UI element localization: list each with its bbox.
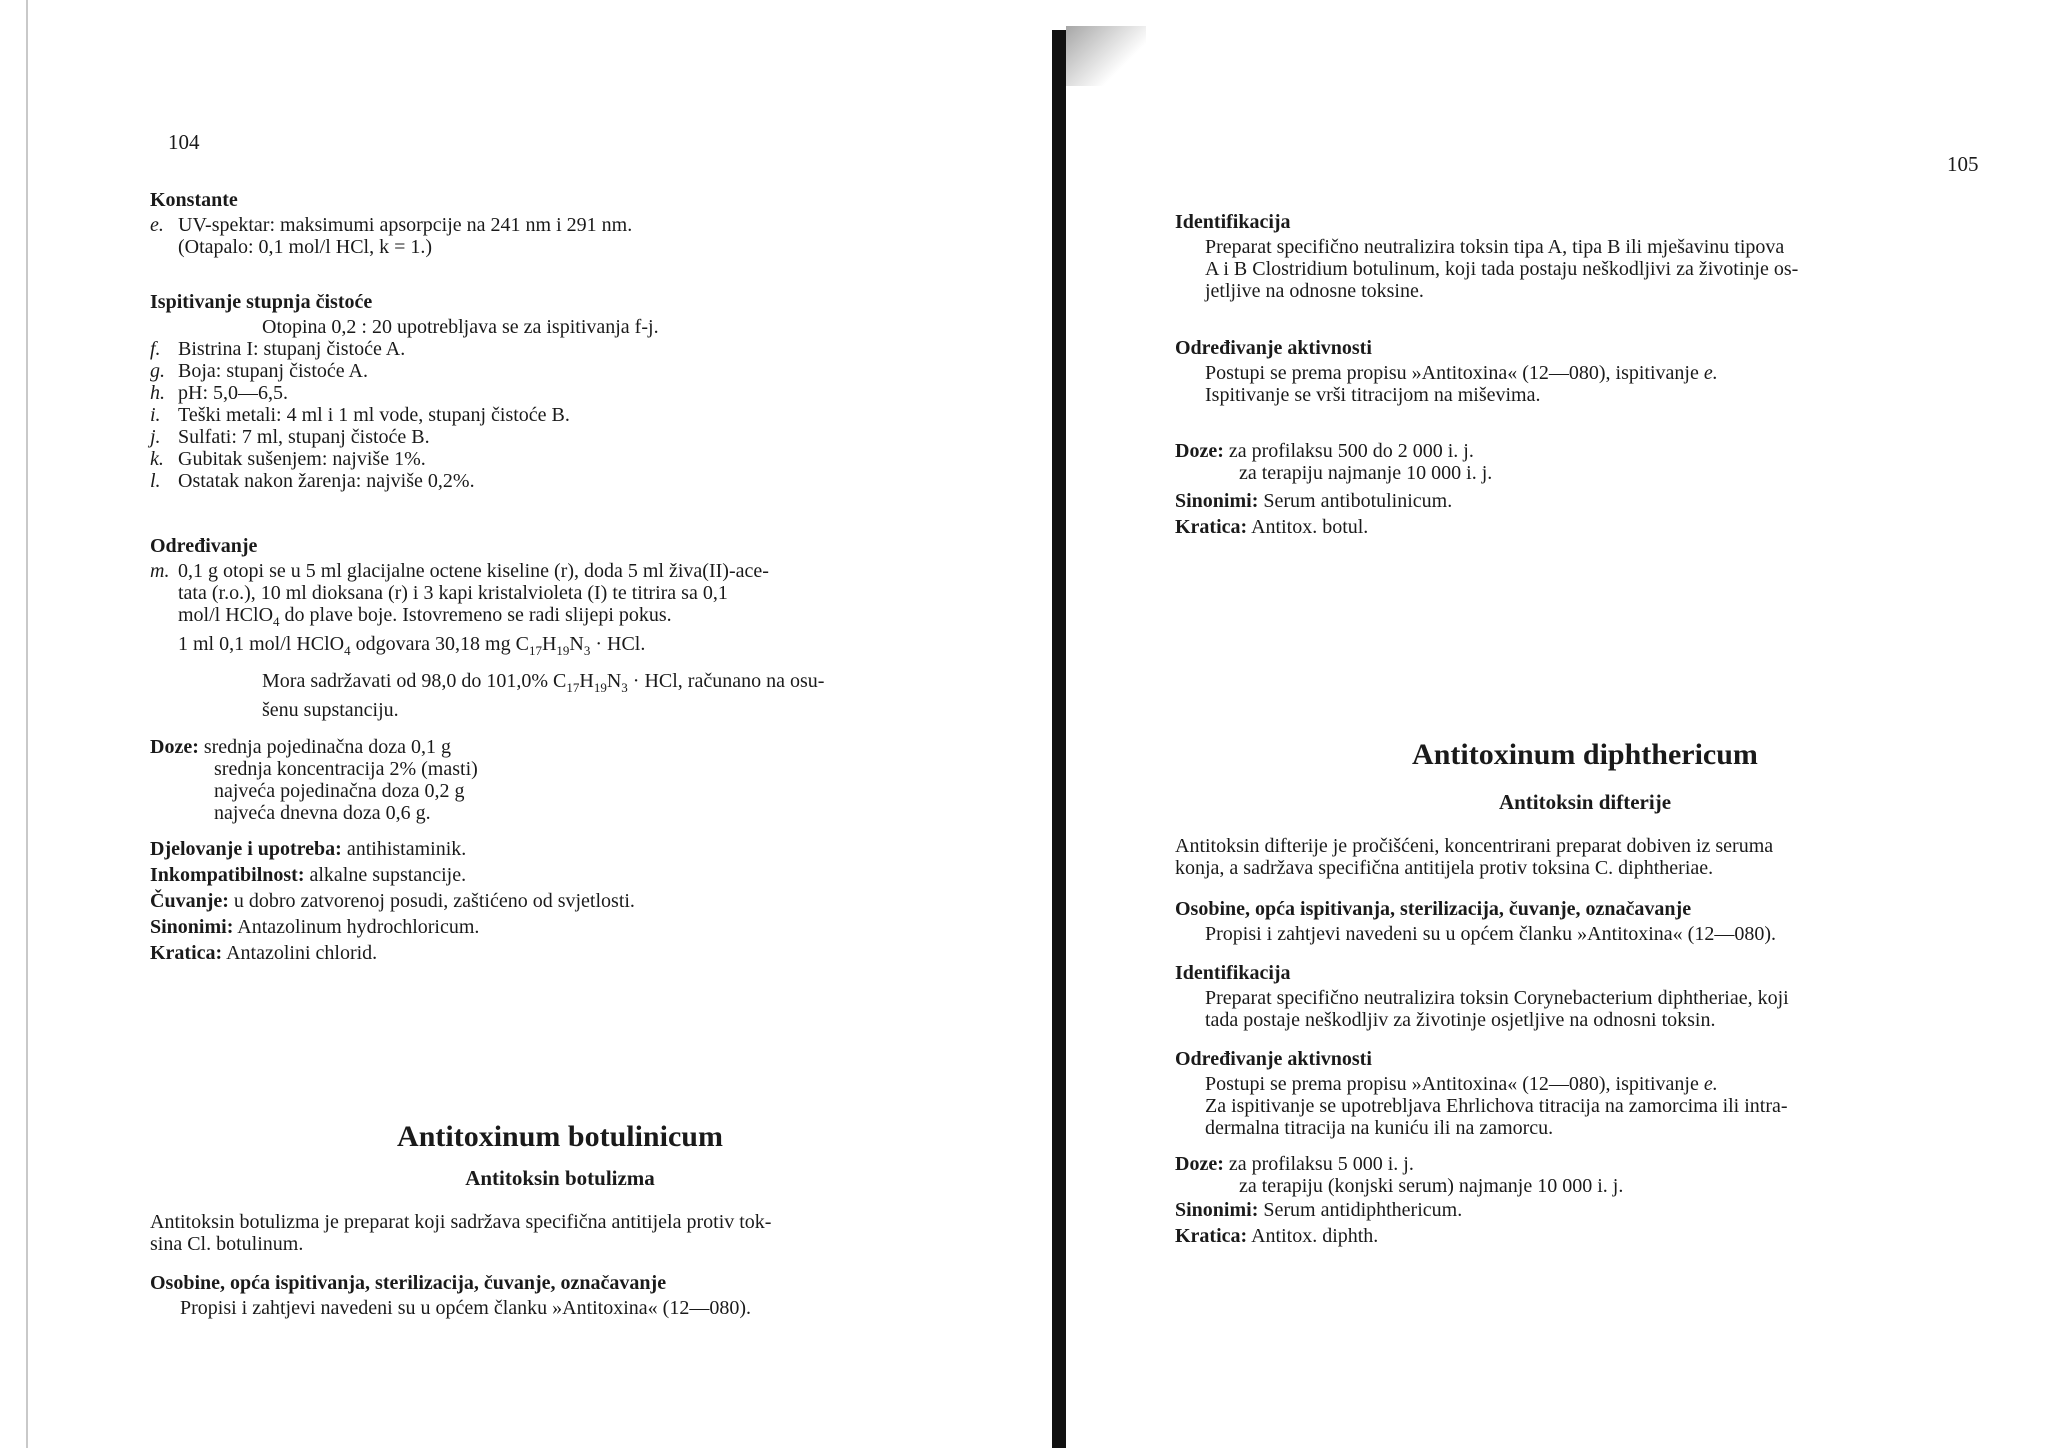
diphthericum-aktivnost-heading: Određivanje aktivnosti — [1175, 1048, 1372, 1070]
konstante-item-cont: (Otapalo: 0,1 mol/l HCl, k = 1.) — [178, 236, 433, 258]
odredivanje-section — [150, 532, 970, 721]
page-number-right: 105 — [1947, 152, 1979, 176]
book-gutter-shadow — [1052, 30, 1066, 1448]
ispitivanje-list — [150, 338, 970, 492]
konstante-heading: Konstante — [150, 189, 238, 211]
ispitivanje-item: k. Gubitak sušenjem: najviše 1%. — [150, 448, 426, 470]
diphthericum-subtitle: Antitoksin difterije — [1498, 790, 1672, 814]
ispitivanje-item: h. pH: 5,0—6,5. — [150, 382, 288, 404]
ispitivanje-item: g. Boja: stupanj čistoće A. — [150, 360, 368, 382]
diphthericum-identifikacija-heading: Identifikacija — [1175, 962, 1291, 984]
diphthericum-info — [1175, 1197, 1995, 1249]
info-line: Kratica: Antitox. diphth. — [1175, 1225, 1379, 1247]
botulinicum-description: Antitoksin botulizma je preparat koji sadržava specifična antitijela protiv tok- — [150, 1211, 772, 1233]
botulinicum-section: Antitoxinum botulinicum Antitoksin botulizma Antitoksin botulizma je preparat koji sadržava specifična antitijela protiv tok- sina Cl. botulinum. Osobine, opća ispitivanja, sterilizacija, čuvanje, označavanje Propisi i zahtjevi navedeni su u općem članku »Antitoxina« (12—080). — [150, 1120, 970, 1319]
info-line: Kratica: Antitox. botul. — [1175, 516, 1369, 538]
right-page — [1175, 0, 1995, 1448]
botulinicum-title: Antitoxinum botulinicum — [397, 1120, 723, 1153]
info-line: Sinonimi: Serum antidiphthericum. — [1175, 1199, 1463, 1221]
diphthericum-doze-label: Doze: — [1175, 1153, 1224, 1175]
diphthericum-description: Antitoksin difterije je pročišćeni, koncentrirani preparat dobiven iz seruma — [1175, 835, 1774, 857]
botulinicum-subtitle: Antitoksin botulizma — [465, 1166, 655, 1190]
info-line: Inkompatibilnost: alkalne supstancije. — [150, 864, 467, 886]
mora-text: Mora sadržavati od 98,0 do 101,0% $C_{17}H_{19}N_3$ · HCl, računano na osu- — [262, 670, 825, 695]
aktivnost-section: Određivanje aktivnosti Postupi se prema propisu »Antitoxina« (12—080), ispitivanje e. Ispitivanje se vrši titracijom na miševima. — [1175, 334, 1995, 406]
konstante-item: e. UV-spektar: maksimumi apsorpcije na 241 nm i 291 nm. — [150, 214, 633, 236]
odredivanje-heading: Određivanje — [150, 535, 258, 557]
diphthericum-section: Antitoxinum diphthericum Antitoksin difterije Antitoksin difterije je pročišćeni, koncentrirani preparat dobiven iz seruma konja, a sadržava specifična antitijela protiv toksina C. diphtheriae. Osobine, opća ispitivanja, sterilizacija, čuvanje, označavanje Propisi i zahtjevi navedeni su u općem članku »Antitoxina« (12—080). Identifikacija Preparat specifično neutralizira toksin Corynebacterium diphtheriae, koji tada postaje neškodljiv za životinje osjetljive na odnosni toksin. Određivanje aktivnosti Postupi se prema propisu »Antitoxina« (12—080), ispitivanje e. Za ispitivanje se upotrebljava Ehrlichova titracija na zamorcima ili intra- dermalna titracija na kuniću ili na zamorcu. Doze: za profilaksu 5 000 i. j. za terapiju (konjski serum) najmanje 10 000 i. j. Sinonimi: Serum antidiphthericum. Kratica: Antitox. diphth. — [1175, 738, 1995, 1249]
doze-label-right: Doze: — [1175, 440, 1224, 462]
ispitivanje-item: f. Bistrina I: stupanj čistoće A. — [150, 338, 406, 360]
mora-text-cont: šenu supstanciju. — [262, 699, 399, 721]
left-page — [150, 0, 970, 1448]
identifikacija-heading: Identifikacija — [1175, 211, 1291, 233]
doze-section-right: Doze: za profilaksu 500 do 2 000 i. j. za terapiju najmanje 10 000 i. j. — [1175, 440, 1493, 484]
diphthericum-osobine-text: Propisi i zahtjevi navedeni su u općem članku »Antitoxina« (12—080). — [1205, 923, 1776, 945]
info-section-right — [1175, 488, 1995, 540]
odredivanje-list: m. 0,1 g otopi se u 5 ml glacijalne octene kiseline (r), doda 5 ml živa(II)-ace- tata (r.o.), 10 ml dioksana (r) i 3 kapi kristalvioleta (I) te titrira sa 0,1 mol/l HClO$_4$ do plave boje. Istovremeno se radi slijepi pokus. 1 ml 0,1 mol/l HClO$_4$ odgovara 30,18 mg $C_{17}H_{19}N_3$ · HCl. — [150, 560, 970, 662]
konstante-list — [150, 214, 970, 258]
info-line: Čuvanje: u dobro zatvorenoj posudi, zaštićeno od svjetlosti. — [150, 890, 635, 912]
odredivanje-item: m. 0,1 g otopi se u 5 ml glacijalne octene kiseline (r), doda 5 ml živa(II)-ace- — [150, 560, 769, 582]
doze-label: Doze: — [150, 736, 199, 758]
ispitivanje-item: l. Ostatak nakon žarenja: najviše 0,2%. — [150, 470, 475, 492]
info-section-left — [150, 836, 970, 966]
info-line: Sinonimi: Serum antibotulinicum. — [1175, 490, 1453, 512]
aktivnost-heading: Određivanje aktivnosti — [1175, 337, 1372, 359]
diphthericum-title: Antitoxinum diphthericum — [1412, 738, 1758, 771]
scan-left-edge — [26, 0, 28, 1448]
scan-smudge — [1066, 26, 1146, 86]
ispitivanje-item: i. Teški metali: 4 ml i 1 ml vode, stupanj čistoće B. — [150, 404, 570, 426]
botulinicum-osobine-heading: Osobine, opća ispitivanja, sterilizacija, čuvanje, označavanje — [150, 1272, 667, 1294]
botulinicum-osobine-text: Propisi i zahtjevi navedeni su u općem članku »Antitoxina« (12—080). — [180, 1297, 751, 1319]
ispitivanje-section — [150, 288, 970, 492]
ispitivanje-item: j. Sulfati: 7 ml, stupanj čistoće B. — [150, 426, 430, 448]
info-line: Djelovanje i upotreba: antihistaminik. — [150, 838, 467, 860]
diphthericum-osobine-heading: Osobine, opća ispitivanja, sterilizacija, čuvanje, označavanje — [1175, 898, 1692, 920]
ispitivanje-heading: Ispitivanje stupnja čistoće — [150, 291, 373, 313]
konstante-section — [150, 186, 970, 258]
doze-section: Doze: srednja pojedinačna doza 0,1 g srednja koncentracija 2% (masti) najveća pojedinačna doza 0,2 g najveća dnevna doza 0,6 g. — [150, 736, 478, 824]
ispitivanje-intro: Otopina 0,2 : 20 upotrebljava se za ispitivanja f-j. — [262, 316, 659, 338]
info-line: Kratica: Antazolini chlorid. — [150, 942, 378, 964]
page-number-left: 104 — [168, 130, 200, 154]
info-line: Sinonimi: Antazolinum hydrochloricum. — [150, 916, 480, 938]
identifikacija-section: Identifikacija Preparat specifično neutralizira toksin tipa A, tipa B ili mješavinu tipova A i B Clostridium botulinum, koji tada postaju neškodljivi za životinje os- jetljive na odnosne toksine. — [1175, 208, 1995, 302]
